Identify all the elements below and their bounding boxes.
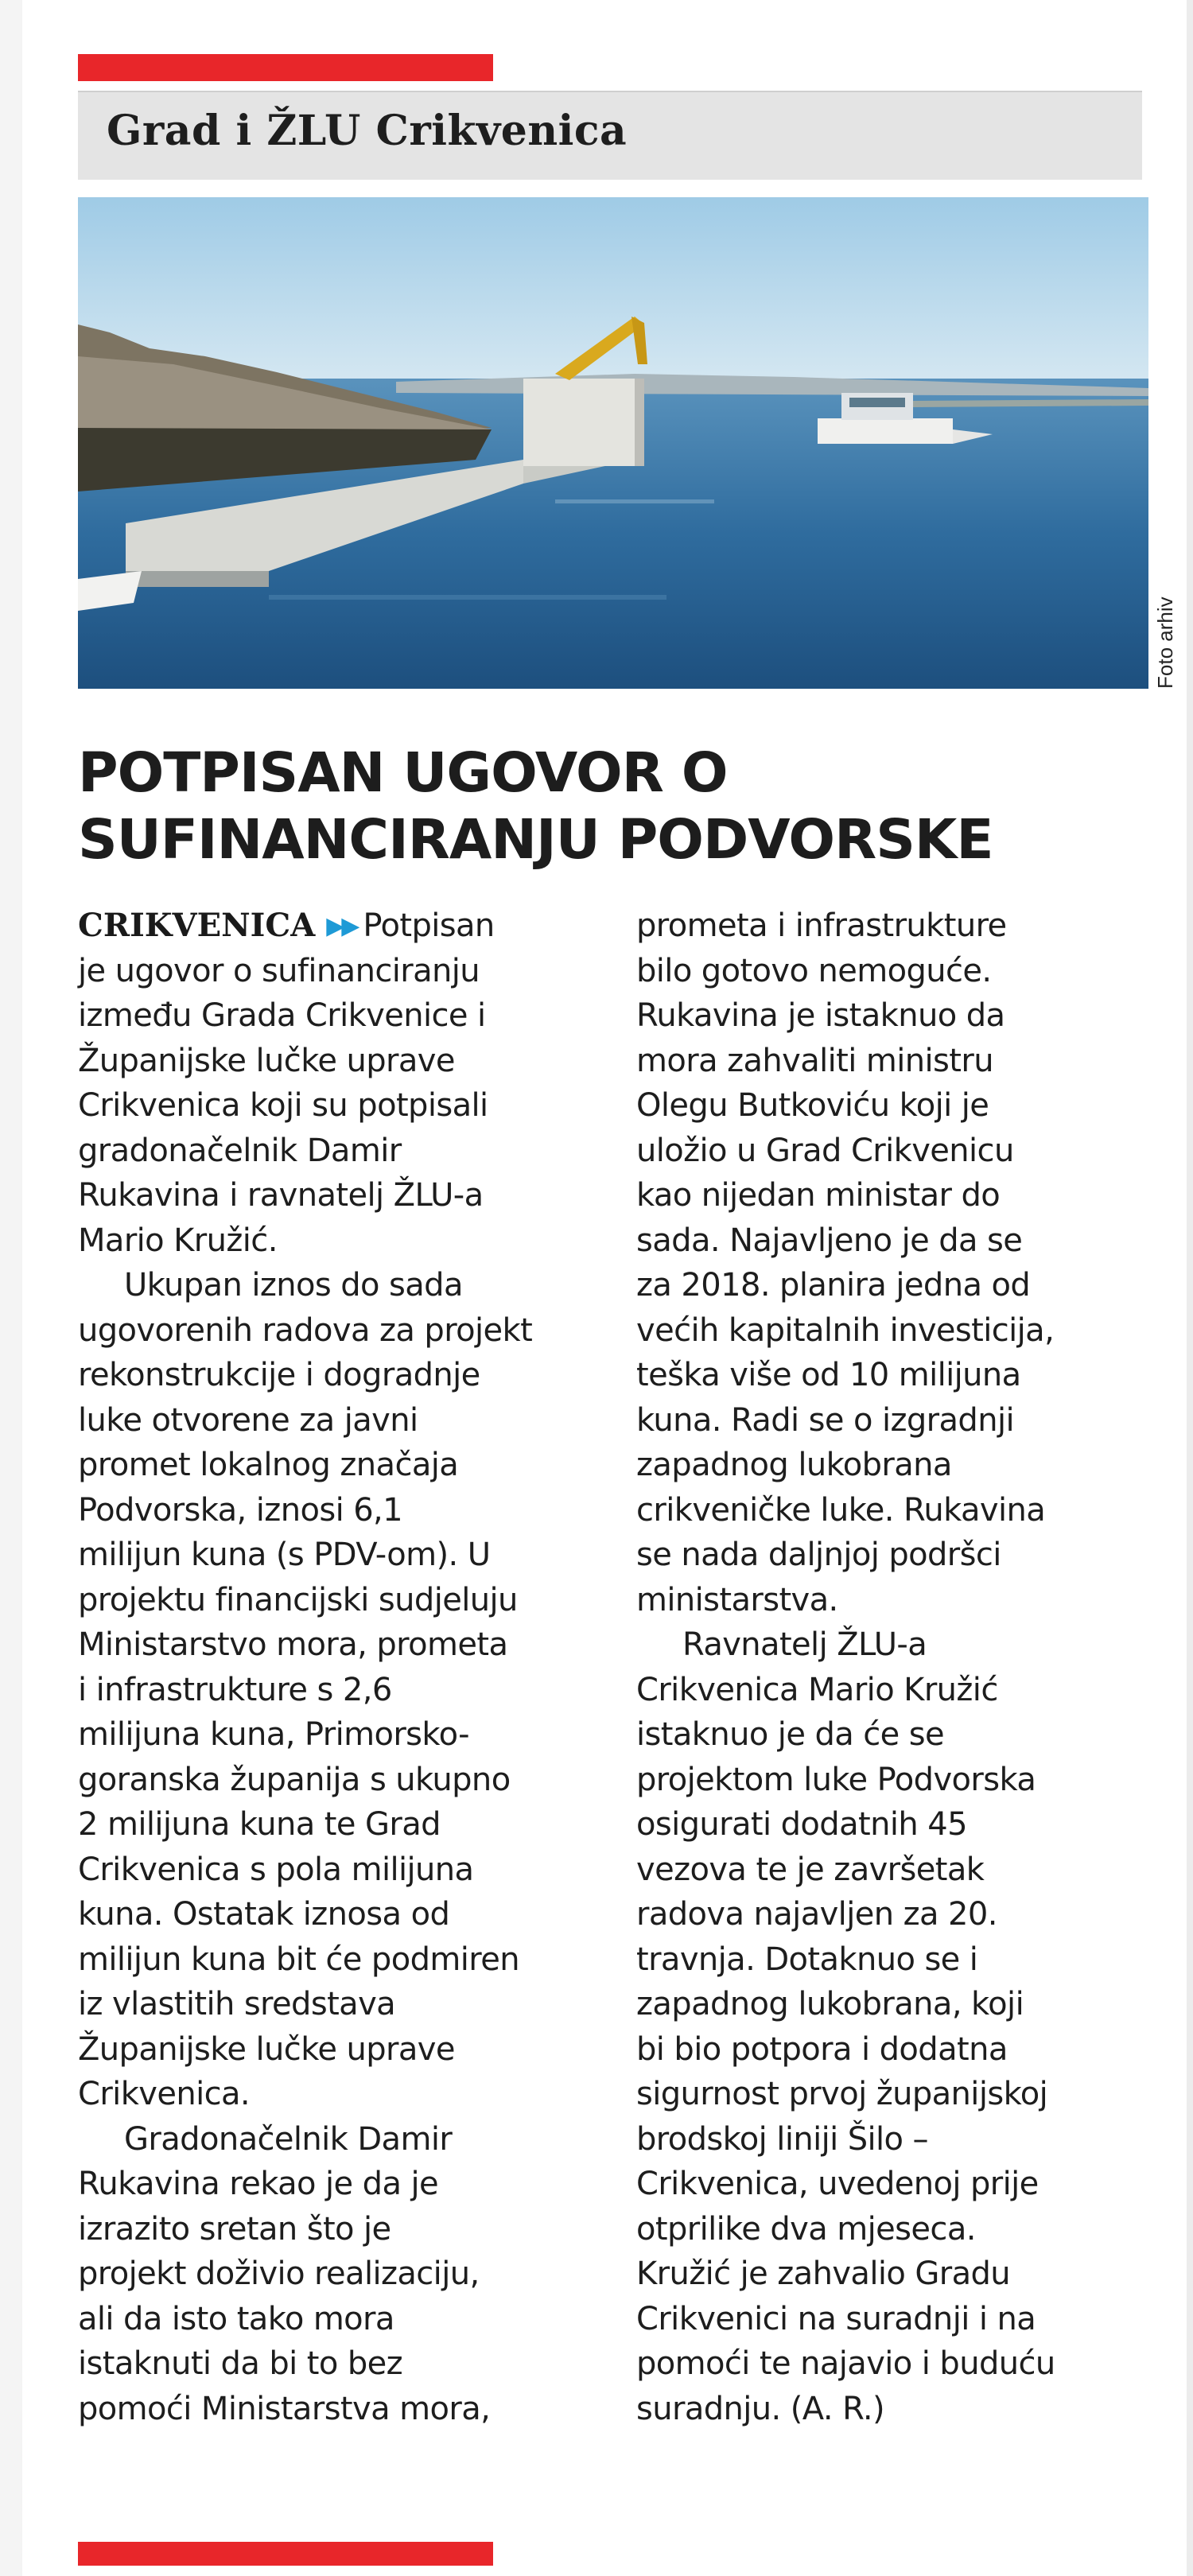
article-line: kuna. Radi se o izgradnji [636,1401,1015,1439]
article-line: bilo gotovo nemoguće. [636,952,992,989]
article-line: Rukavina rekao je da je [78,2166,438,2202]
article-line: Ravnatelj ŽLU-a [682,1626,927,1663]
page-left-margin [0,0,22,2576]
article-line: mora zahvaliti ministru [636,1042,993,1079]
article-line: goranska županija s ukupno [78,1761,511,1798]
article-line: milijun kuna bit će podmiren [78,1941,519,1978]
article-line: luke otvorene za javni [78,1401,418,1439]
article-line: Kružić je zahvalio Gradu [636,2255,1011,2292]
article-line: Olegu Butkoviću koji je [636,1087,989,1124]
article-line: travnja. Dotaknuo se i [636,1941,978,1978]
article-line: Crikvenici na suradnji i na [636,2300,1036,2337]
article-line: prometa i infrastrukture [636,907,1007,944]
article-line: Crikvenica Mario Kružić [636,1671,998,1708]
article-line: milijuna kuna, Primorsko- [78,1716,470,1753]
dateline: CRIKVENICA [78,907,316,944]
article-line: kao nijedan ministar do [636,1177,1001,1214]
article-line: Crikvenica s pola milijuna [78,1851,474,1888]
article-line: sada. Najavljeno je da se [636,1222,1023,1259]
article-line: promet lokalnog značaja [78,1447,459,1483]
article-line: za 2018. planira jedna od [636,1267,1031,1304]
harbor-construction-photo [78,197,1148,689]
article-line: bi bio potpora i dodatna [636,2030,1008,2068]
article-line: Crikvenica koji su potpisali [78,1087,488,1124]
section-accent-bar-bottom [78,2542,493,2566]
article-line: suradnju. (A. R.) [636,2390,884,2427]
headline-line: SUFINANCIRANJU PODVORSKE [78,808,993,872]
article-line: Gradonačelnik Damir [124,2120,453,2158]
page-right-margin [1187,0,1193,2576]
dateline-arrow-icon: ▶▶ [326,912,357,940]
article-line: Županijske lučke uprave [78,2030,455,2068]
article-line: istaknuti da bi to bez [78,2345,403,2382]
article-line: pomoći te najavio i buduću [636,2345,1055,2382]
article-line: rekonstrukcije i dogradnje [78,1357,480,1393]
article-line: Crikvenica, uvedenoj prije [636,2166,1039,2202]
article-line: otprilike dva mjeseca. [636,2210,976,2248]
article-line: projekt doživio realizaciju, [78,2255,480,2292]
article-line: iz vlastitih sredstava [78,1986,396,2022]
article-line: projektom luke Podvorska [636,1761,1036,1798]
article-line: milijun kuna (s PDV-om). U [78,1537,491,1573]
article-line: Mario Kružić. [78,1222,278,1259]
article-line: zapadnog lukobrana, koji [636,1986,1024,2022]
article-line: vezova te je završetak [636,1851,985,1888]
article-line: kuna. Ostatak iznosa od [78,1896,450,1933]
section-header [78,91,1142,180]
article-line: Ministarstvo mora, prometa [78,1626,508,1663]
article-line: Rukavina i ravnatelj ŽLU-a [78,1177,484,1214]
section-title: Grad i ŽLU Crikvenica [107,107,628,155]
article-line: između Grada Crikvenice i [78,997,486,1034]
article-column-right [636,903,1153,2431]
article-line: brodskoj liniji Šilo – [636,2120,928,2158]
article-line: radova najavljen za 20. [636,1896,997,1933]
article-line: gradonačelnik Damir [78,1132,402,1169]
article-line: ali da isto tako mora [78,2300,394,2337]
article-line: ugovorenih radova za projekt [78,1311,533,1349]
article-line: osigurati dodatnih 45 [636,1806,967,1843]
article-line: Županijske lučke uprave [78,1042,455,1079]
article-line: teška više od 10 milijuna [636,1357,1021,1393]
article-line: 2 milijuna kuna te Grad [78,1806,441,1843]
article-line: ministarstva. [636,1581,838,1618]
article-line: se nada daljnjoj podršci [636,1537,1001,1573]
article-line: Podvorska, iznosi 6,1 [78,1491,403,1529]
article-line: većih kapitalnih investicija, [636,1311,1055,1349]
article-line: Rukavina je istaknuo da [636,997,1005,1034]
article-line: istaknuo je da će se [636,1716,945,1753]
photo-credit: Foto arhiv [1153,596,1177,689]
section-accent-bar [78,54,493,81]
article-line: crikveničke luke. Rukavina [636,1491,1046,1529]
article-column-left [78,903,603,2431]
article-line: projektu financijski sudjeluju [78,1581,518,1618]
article-line: izrazito sretan što je [78,2210,391,2248]
article-line: zapadnog lukobrana [636,1447,952,1483]
article-line: Crikvenica. [78,2076,251,2112]
headline-line: POTPISAN UGOVOR O [78,741,728,805]
article-line: Ukupan iznos do sada [124,1267,463,1304]
article-line: i infrastrukture s 2,6 [78,1671,392,1708]
article-line: je ugovor o sufinanciranju [78,952,480,989]
article-line: sigurnost prvoj županijskoj [636,2076,1048,2112]
article-text: Potpisan [363,907,495,944]
article-line: uložio u Grad Crikvenicu [636,1132,1014,1169]
article-first-line [78,903,603,949]
harbor-photo [78,197,1148,689]
article-line: pomoći Ministarstva mora, [78,2390,491,2427]
article-headline [78,740,1136,873]
